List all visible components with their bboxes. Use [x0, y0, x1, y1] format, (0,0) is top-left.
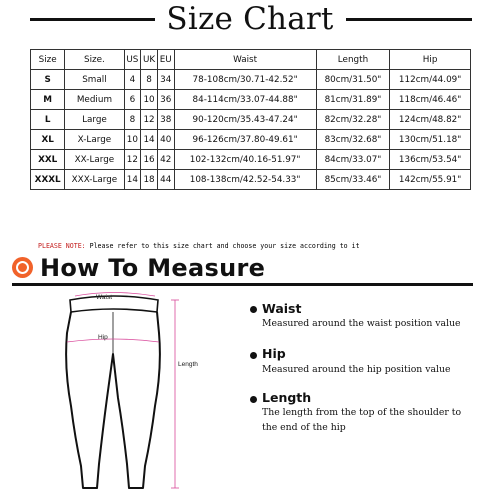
col-header: EU	[157, 50, 174, 70]
table-cell: 112cm/44.09"	[390, 70, 471, 90]
size-chart-header	[0, 0, 500, 40]
measure-desc: the end of the hip	[262, 422, 346, 433]
table-cell: 108-138cm/42.52-54.33"	[174, 170, 316, 190]
size-note	[38, 242, 360, 250]
table-cell: 84cm/33.07"	[316, 150, 390, 170]
measure-heading: Length	[262, 390, 312, 405]
table-cell: 102-132cm/40.16-51.97"	[174, 150, 316, 170]
title-rule-right	[346, 18, 472, 21]
table-cell: XL	[31, 130, 65, 150]
col-header: UK	[141, 50, 158, 70]
col-header: Length	[316, 50, 390, 70]
table-row	[31, 170, 471, 190]
waistband-outline	[70, 296, 158, 312]
diagram-length-label: Length	[178, 361, 198, 368]
table-cell: 42	[157, 150, 174, 170]
table-cell: X-Large	[65, 130, 124, 150]
table-cell: Small	[65, 70, 124, 90]
table-row	[31, 130, 471, 150]
col-header: Size.	[65, 50, 124, 70]
table-row	[31, 150, 471, 170]
table-cell: 14	[141, 130, 158, 150]
table-cell: 84-114cm/33.07-44.88"	[174, 90, 316, 110]
table-header-row	[31, 50, 471, 70]
table-cell: 10	[124, 130, 141, 150]
table-cell: 8	[124, 110, 141, 130]
table-cell: 34	[157, 70, 174, 90]
measure-heading: Hip	[262, 346, 286, 361]
col-header: US	[124, 50, 141, 70]
table-cell: 81cm/31.89"	[316, 90, 390, 110]
col-header: Hip	[390, 50, 471, 70]
table-cell: Large	[65, 110, 124, 130]
table-row	[31, 90, 471, 110]
table-cell: 96-126cm/37.80-49.61"	[174, 130, 316, 150]
table-cell: 12	[124, 150, 141, 170]
table-cell: 82cm/32.28"	[316, 110, 390, 130]
table-cell: 6	[124, 90, 141, 110]
size-table	[30, 49, 471, 190]
table-cell: 124cm/48.82"	[390, 110, 471, 130]
measure-desc: The length from the top of the shoulder to	[262, 407, 462, 418]
table-cell: 85cm/33.46"	[316, 170, 390, 190]
table-cell: M	[31, 90, 65, 110]
table-cell: XXX-Large	[65, 170, 124, 190]
table-cell: 18	[141, 170, 158, 190]
table-cell: 90-120cm/35.43-47.24"	[174, 110, 316, 130]
measure-desc: Measured around the waist position value	[262, 318, 461, 329]
bullet-dot	[250, 396, 257, 403]
table-cell: 136cm/53.54"	[390, 150, 471, 170]
table-cell: 142cm/55.91"	[390, 170, 471, 190]
table-cell: 80cm/31.50"	[316, 70, 390, 90]
table-cell: 38	[157, 110, 174, 130]
note-text: Please refer to this size chart and choose your size according to it	[85, 242, 360, 250]
table-cell: 36	[157, 90, 174, 110]
table-cell: 40	[157, 130, 174, 150]
table-cell: 130cm/51.18"	[390, 130, 471, 150]
table-cell: Medium	[65, 90, 124, 110]
section-rule	[12, 283, 473, 286]
target-icon	[12, 257, 33, 278]
table-cell: S	[31, 70, 65, 90]
table-row	[31, 110, 471, 130]
leggings-diagram	[55, 288, 235, 493]
table-cell: 10	[141, 90, 158, 110]
measure-desc: Measured around the hip position value	[262, 364, 451, 375]
table-cell: 12	[141, 110, 158, 130]
bullet-dot	[250, 352, 257, 359]
table-cell: XX-Large	[65, 150, 124, 170]
diagram-waist-label: Waist	[96, 294, 113, 301]
table-cell: 118cm/46.46"	[390, 90, 471, 110]
table-cell: 8	[141, 70, 158, 90]
table-cell: 4	[124, 70, 141, 90]
table-cell: XXL	[31, 150, 65, 170]
note-prefix: PLEASE NOTE:	[38, 242, 86, 250]
measure-heading: Waist	[262, 301, 302, 316]
table-row	[31, 70, 471, 90]
bullet-dot	[250, 306, 257, 313]
col-header: Waist	[174, 50, 316, 70]
page-title: Size Chart	[166, 1, 334, 37]
how-to-measure-title: How To Measure	[40, 254, 266, 282]
table-cell: L	[31, 110, 65, 130]
table-cell: 44	[157, 170, 174, 190]
table-cell: 83cm/32.68"	[316, 130, 390, 150]
table-cell: 78-108cm/30.71-42.52"	[174, 70, 316, 90]
diagram-hip-label: Hip	[98, 334, 108, 341]
table-cell: 16	[141, 150, 158, 170]
col-header: Size	[31, 50, 65, 70]
table-cell: 14	[124, 170, 141, 190]
table-cell: XXXL	[31, 170, 65, 190]
